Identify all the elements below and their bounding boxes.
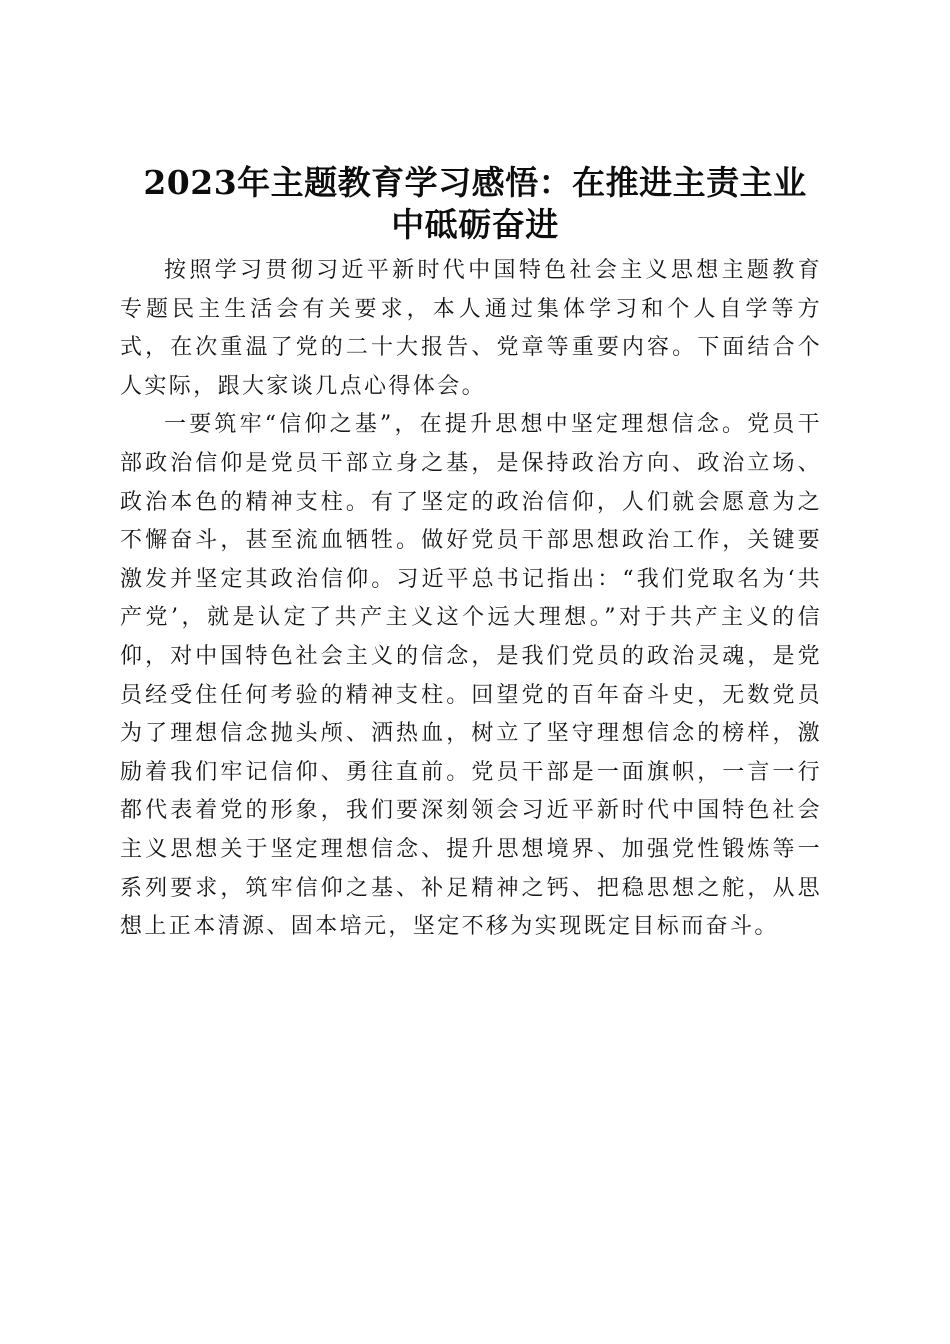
document-title xyxy=(118,162,832,246)
document-body xyxy=(120,252,822,947)
paragraph-point-one: 一要筑牢“信仰之基”，在提升思想中坚定理想信念。党员干部政治信仰是党员干部立身之基，是保持政治方向、政治立场、政治本色的精神支柱。有了坚定的政治信仰，人们就会愿意为之不懈奋斗，甚至流血牺牲。做好党员干部思想政治工作，关键要激发并坚定其政治信仰。习近平总书记指出：“我们党取名为‘共产党’，就是认定了共产主义这个远大理想。”对于共产主义的信仰，对中国特色社会主义的信念，是我们党员的政治灵魂，是党员经受住任何考验的精神支柱。回望党的百年奋斗史，无数党员为了理想信念抛头颅、洒热血，树立了坚守理想信念的榜样，激励着我们牢记信仰、勇往直前。党员干部是一面旗帜，一言一行都代表着党的形象，我们要深刻领会习近平新时代中国特色社会主义思想关于坚定理想信念、提升思想境界、加强党性锻炼等一系列要求，筑牢信仰之基、补足精神之钙、把稳思想之舵，从思想上正本清源、固本培元，坚定不移为实现既定目标而奋斗。 xyxy=(120,412,822,940)
paragraph-intro: 按照学习贯彻习近平新时代中国特色社会主义思想主题教育专题民主生活会有关要求，本人通过集体学习和个人自学等方式，在次重温了党的二十大报告、党章等重要内容。下面结合个人实际，跟大家谈几点心得体会。 xyxy=(120,258,822,399)
title-line-2: 中砥砺奋进 xyxy=(391,205,559,245)
title-line-1: 2023年主题教育学习感悟：在推进主责主业 xyxy=(143,163,807,203)
